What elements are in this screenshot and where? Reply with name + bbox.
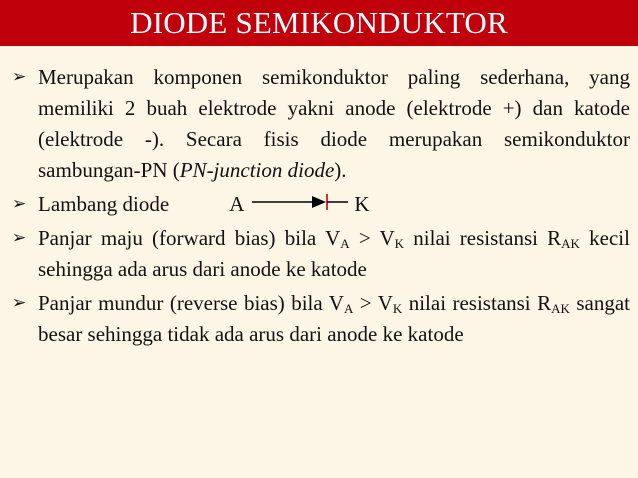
definition-text: Merupakan komponen semikonduktor paling sederhana, yang memiliki 2 buah elektrode yakni anode (elektrode +) dan katode (elektrode -). Secara fisis diode merupakan semikonduktor sambungan-PN ( [38, 65, 630, 182]
symbol-label: Lambang diode [38, 192, 170, 216]
forward-text-2: > V [349, 226, 395, 250]
reverse-sub-a: A [343, 301, 354, 316]
arrow-right-bullet-icon: ➢ [12, 67, 27, 87]
forward-sub-ak: AK [561, 236, 580, 251]
bullet-item-symbol [4, 189, 630, 220]
anode-label: A [229, 192, 245, 216]
arrow-right-bullet-icon: ➢ [12, 293, 27, 313]
reverse-text-3: nilai resistansi R [402, 291, 552, 315]
reverse-text-1: Panjar mundur (reverse bias) bila V [38, 291, 344, 315]
definition-text-end: ). [334, 158, 347, 182]
cathode-label: K [354, 192, 370, 216]
bullet-item-reverse-bias [4, 288, 630, 350]
bullet-list [4, 62, 630, 353]
forward-text-4: kecil sehingga ada arus dari anode ke katode [38, 226, 630, 281]
arrow-right-bullet-icon: ➢ [12, 228, 27, 248]
title-bar [0, 0, 638, 46]
reverse-sub-ak: AK [551, 301, 570, 316]
diode-symbol-icon [252, 192, 348, 212]
definition-italic-term: PN-junction diode [179, 158, 335, 182]
forward-text-3: nilai resistansi R [404, 226, 562, 250]
forward-text-1: Panjar maju (forward bias) bila V [38, 226, 341, 250]
reverse-sub-k: K [392, 301, 403, 316]
bullet-item-forward-bias [4, 223, 630, 285]
reverse-text-2: > V [353, 291, 393, 315]
reverse-text-4: sangat besar sehingga tidak ada arus dari anode ke katode [38, 291, 630, 346]
slide-title: DIODE SEMIKONDUKTOR [130, 5, 508, 40]
arrow-right-bullet-icon: ➢ [12, 194, 27, 214]
bullet-item-definition [4, 62, 630, 186]
forward-sub-k: K [394, 236, 405, 251]
forward-sub-a: A [340, 236, 350, 251]
